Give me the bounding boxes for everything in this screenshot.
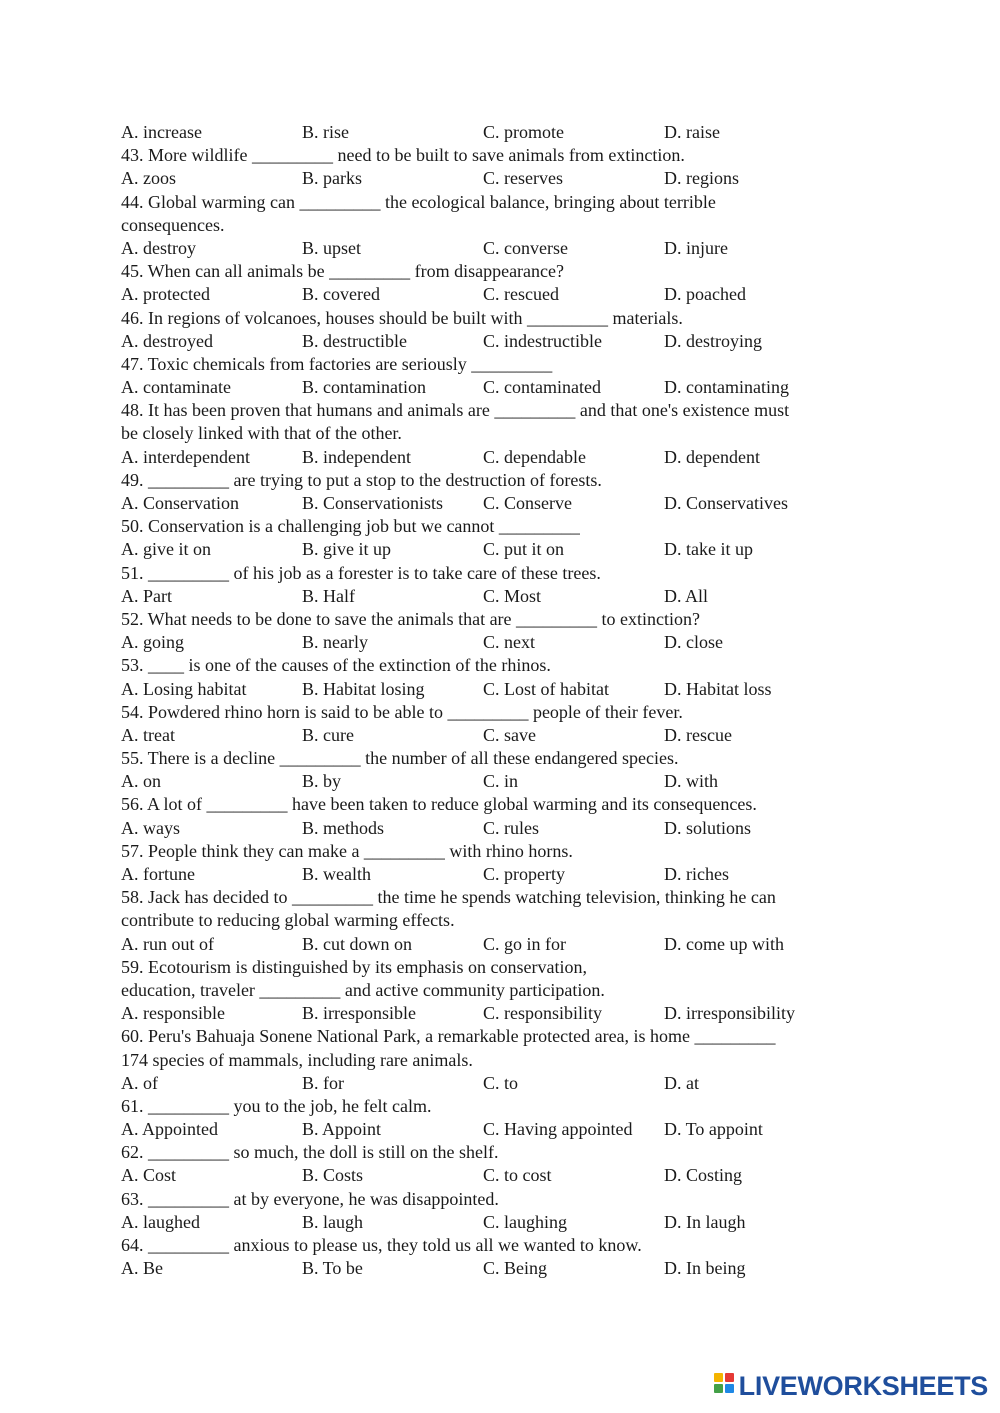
answer-option-b[interactable]: B. independent bbox=[302, 446, 411, 467]
question-text: 50. Conservation is a challenging job but we cannot _________ bbox=[121, 516, 580, 537]
brand-name: LIVEWORKSHEETS bbox=[738, 1370, 988, 1401]
question-text: 58. Jack has decided to _________ the time he spends watching television, thinking he can bbox=[121, 887, 776, 908]
answer-option-b[interactable]: B. destructible bbox=[302, 330, 407, 351]
question-text: education, traveler _________ and active community participation. bbox=[121, 979, 605, 1000]
answer-options-row bbox=[121, 1118, 901, 1141]
question-text: 51. _________ of his job as a forester is to take care of these trees. bbox=[121, 562, 601, 583]
answer-options-row bbox=[121, 446, 901, 469]
answer-option-a[interactable]: A. responsible bbox=[121, 1003, 225, 1024]
answer-option-a[interactable]: A. run out of bbox=[121, 933, 214, 954]
answer-option-d[interactable]: D. injure bbox=[664, 237, 728, 258]
answer-option-c[interactable]: C. Conserve bbox=[483, 493, 572, 513]
answer-options-row bbox=[121, 585, 901, 608]
question-text: 61. _________ you to the job, he felt calm. bbox=[121, 1095, 432, 1116]
answer-option-a[interactable]: A. increase bbox=[121, 122, 202, 142]
answer-option-c[interactable]: C. to bbox=[483, 1072, 519, 1093]
question-text: 57. People think they can make a _________ with rhino horns. bbox=[121, 840, 573, 861]
answer-option-d[interactable]: D. rescue bbox=[664, 724, 732, 745]
answer-options-row bbox=[121, 237, 901, 260]
answer-option-a[interactable]: A. Conservation bbox=[121, 493, 239, 513]
answer-option-c[interactable]: C. Having appointed bbox=[483, 1119, 633, 1140]
answer-option-c[interactable]: C. go in for bbox=[483, 933, 566, 954]
answer-option-b[interactable]: B. parks bbox=[302, 168, 362, 189]
answer-option-d[interactable]: D. poached bbox=[664, 284, 746, 305]
answer-option-d[interactable]: D. In laugh bbox=[664, 1211, 746, 1232]
answer-option-d[interactable]: D. Conservatives bbox=[664, 493, 788, 513]
question-text: 49. _________ are trying to put a stop to the destruction of forests. bbox=[121, 469, 602, 490]
question-text: 48. It has been proven that humans and animals are _________ and that one's existence must bbox=[121, 400, 790, 421]
liveworksheets-logo-icon bbox=[714, 1373, 736, 1399]
question-text: 56. A lot of _________ have been taken to reduce global warming and its consequences. bbox=[121, 794, 757, 815]
answer-options-row bbox=[121, 330, 901, 353]
answer-option-d[interactable]: D. regions bbox=[664, 168, 739, 189]
logo-square-blue bbox=[725, 1384, 734, 1393]
answer-option-c[interactable]: C. contaminated bbox=[483, 377, 601, 398]
logo-square-green bbox=[714, 1384, 723, 1393]
answer-option-a[interactable]: A. protected bbox=[121, 284, 210, 305]
question-text: 55. There is a decline _________ the number of all these endangered species. bbox=[121, 748, 679, 769]
answer-option-c[interactable]: C. to cost bbox=[483, 1165, 552, 1186]
answer-option-c[interactable]: C. rules bbox=[483, 817, 539, 838]
answer-options-row bbox=[121, 1164, 901, 1187]
answer-option-d[interactable]: D. contaminating bbox=[664, 377, 789, 398]
answer-options-row bbox=[121, 1002, 901, 1025]
answer-option-b[interactable]: B. methods bbox=[302, 817, 385, 838]
answer-options-row bbox=[121, 492, 901, 515]
question-text: 53. ____ is one of the causes of the extinction of the rhinos. bbox=[121, 655, 551, 676]
answer-option-b[interactable]: B. by bbox=[302, 771, 342, 792]
question-text: 54. Powdered rhino horn is said to be able to _________ people of their fever. bbox=[121, 701, 683, 722]
question-text: 44. Global warming can _________ the ecological balance, bringing about terrible bbox=[121, 191, 716, 212]
answer-option-a[interactable]: A. on bbox=[121, 771, 161, 792]
answer-option-b[interactable]: B. Costs bbox=[302, 1165, 364, 1186]
logo-square-yellow bbox=[714, 1373, 723, 1382]
answer-option-a[interactable]: A. Cost bbox=[121, 1165, 177, 1186]
answer-option-c[interactable]: C. Being bbox=[483, 1258, 548, 1279]
question-text: 62. _________ so much, the doll is still on the shelf. bbox=[121, 1142, 499, 1163]
answer-options-row bbox=[121, 631, 901, 654]
question-text: consequences. bbox=[121, 214, 225, 235]
answer-option-b[interactable]: B. covered bbox=[302, 284, 380, 305]
answer-options-row bbox=[121, 1211, 901, 1234]
answer-options-row bbox=[121, 1072, 901, 1095]
answer-option-a[interactable]: A. Appointed bbox=[121, 1119, 218, 1140]
liveworksheets-watermark bbox=[714, 1369, 988, 1403]
answer-option-d[interactable]: D. raise bbox=[664, 122, 720, 142]
answer-option-a[interactable]: A. destroy bbox=[121, 237, 196, 258]
answer-option-b[interactable]: B. To be bbox=[302, 1258, 363, 1279]
answer-options-row bbox=[121, 121, 901, 144]
answer-options-row bbox=[121, 678, 901, 701]
question-text: 43. More wildlife _________ need to be built to save animals from extinction. bbox=[121, 145, 685, 166]
question-text: 59. Ecotourism is distinguished by its emphasis on conservation, bbox=[121, 956, 587, 977]
answer-option-c[interactable]: C. laughing bbox=[483, 1211, 567, 1232]
answer-option-b[interactable]: B. upset bbox=[302, 237, 362, 258]
answer-option-c[interactable]: C. rescued bbox=[483, 284, 559, 305]
answer-option-c[interactable]: C. Lost of habitat bbox=[483, 678, 609, 699]
answer-option-d[interactable]: D. come up with bbox=[664, 933, 784, 954]
answer-option-b[interactable]: B. rise bbox=[302, 122, 349, 142]
answer-option-a[interactable]: A. treat bbox=[121, 724, 175, 745]
answer-options-row bbox=[121, 933, 901, 956]
answer-option-a[interactable]: A. interdependent bbox=[121, 446, 250, 467]
question-text: 47. Toxic chemicals from factories are seriously _________ bbox=[121, 353, 553, 374]
answer-option-d[interactable]: D. Costing bbox=[664, 1165, 743, 1186]
question-text: 64. _________ anxious to please us, they told us all we wanted to know. bbox=[121, 1235, 642, 1255]
answer-option-b[interactable]: B. irresponsible bbox=[302, 1003, 416, 1024]
answer-option-b[interactable]: B. Conservationists bbox=[302, 493, 444, 513]
answer-option-d[interactable]: D. destroying bbox=[664, 330, 762, 351]
answer-option-c[interactable]: C. reserves bbox=[483, 168, 563, 189]
answer-option-c[interactable]: C. indestructible bbox=[483, 330, 602, 351]
answer-option-a[interactable]: A. destroyed bbox=[121, 330, 213, 351]
answer-option-a[interactable]: A. zoos bbox=[121, 168, 176, 189]
answer-option-b[interactable]: B. nearly bbox=[302, 632, 368, 653]
answer-options-row bbox=[121, 770, 901, 793]
answer-option-c[interactable]: C. put it on bbox=[483, 539, 565, 560]
answer-option-c[interactable]: C. promote bbox=[483, 122, 564, 142]
answer-options-row bbox=[121, 283, 901, 306]
answer-options-row bbox=[121, 817, 901, 840]
answer-option-d[interactable]: D. at bbox=[664, 1072, 699, 1093]
question-text: contribute to reducing global warming effects. bbox=[121, 910, 455, 931]
answer-option-d[interactable]: D. take it up bbox=[664, 539, 753, 560]
answer-option-d[interactable]: D. with bbox=[664, 771, 718, 792]
answer-option-a[interactable]: A. going bbox=[121, 632, 184, 653]
answer-option-b[interactable]: B. cure bbox=[302, 724, 354, 745]
answer-option-d[interactable]: D. All bbox=[664, 585, 709, 606]
answer-option-c[interactable]: C. save bbox=[483, 724, 536, 745]
answer-option-a[interactable]: A. ways bbox=[121, 817, 180, 838]
answer-option-d[interactable]: D. irresponsibility bbox=[664, 1003, 795, 1024]
answer-option-d[interactable]: D. solutions bbox=[664, 817, 752, 838]
answer-option-b[interactable]: B. Appoint bbox=[302, 1119, 382, 1140]
answer-option-b[interactable]: B. cut down on bbox=[302, 933, 412, 954]
answer-option-a[interactable]: A. contaminate bbox=[121, 377, 231, 398]
answer-option-a[interactable]: A. give it on bbox=[121, 539, 211, 560]
answer-option-d[interactable]: D. riches bbox=[664, 864, 729, 884]
answer-option-b[interactable]: B. for bbox=[302, 1072, 344, 1093]
answer-options-row bbox=[121, 863, 901, 886]
answer-options-row bbox=[121, 538, 901, 561]
question-text: be closely linked with that of the other. bbox=[121, 423, 402, 444]
answer-options-row bbox=[121, 724, 901, 747]
answer-option-b[interactable]: B. Habitat losing bbox=[302, 678, 425, 699]
answer-option-b[interactable]: B. Half bbox=[302, 585, 355, 606]
question-text: 46. In regions of volcanoes, houses should be built with _________ materials. bbox=[121, 307, 683, 328]
worksheet-content bbox=[121, 121, 901, 1280]
answer-options-row bbox=[121, 376, 901, 399]
logo-square-red bbox=[725, 1373, 734, 1382]
answer-options-row bbox=[121, 1257, 901, 1280]
answer-option-b[interactable]: B. contamination bbox=[302, 377, 426, 398]
question-text: 45. When can all animals be _________ from disappearance? bbox=[121, 261, 565, 282]
question-text: 63. _________ at by everyone, he was disappointed. bbox=[121, 1188, 499, 1209]
answer-option-b[interactable]: B. wealth bbox=[302, 864, 371, 884]
answer-option-d[interactable]: D. To appoint bbox=[664, 1119, 763, 1140]
answer-option-a[interactable]: A. of bbox=[121, 1072, 158, 1093]
question-text: 174 species of mammals, including rare animals. bbox=[121, 1049, 473, 1070]
answer-option-a[interactable]: A. Part bbox=[121, 585, 172, 606]
answer-option-d[interactable]: D. In being bbox=[664, 1258, 746, 1279]
answer-option-c[interactable]: C. responsibility bbox=[483, 1003, 603, 1024]
question-text: 60. Peru's Bahuaja Sonene National Park, a remarkable protected area, is home _________ bbox=[121, 1026, 776, 1047]
answer-option-a[interactable]: A. Be bbox=[121, 1258, 163, 1279]
answer-option-c[interactable]: C. Most bbox=[483, 585, 542, 606]
answer-option-c[interactable]: C. dependable bbox=[483, 446, 586, 467]
answer-option-b[interactable]: B. give it up bbox=[302, 539, 391, 560]
answer-option-c[interactable]: C. converse bbox=[483, 237, 568, 258]
answer-option-a[interactable]: A. fortune bbox=[121, 864, 195, 884]
answer-option-c[interactable]: C. next bbox=[483, 632, 535, 653]
answer-option-a[interactable]: A. Losing habitat bbox=[121, 678, 247, 699]
answer-option-d[interactable]: D. Habitat loss bbox=[664, 678, 772, 699]
answer-option-d[interactable]: D. close bbox=[664, 632, 723, 653]
answer-option-c[interactable]: C. property bbox=[483, 864, 565, 884]
answer-options-row bbox=[121, 167, 901, 190]
answer-option-d[interactable]: D. dependent bbox=[664, 446, 760, 467]
answer-option-a[interactable]: A. laughed bbox=[121, 1211, 200, 1232]
answer-option-c[interactable]: C. in bbox=[483, 771, 519, 792]
answer-option-b[interactable]: B. laugh bbox=[302, 1211, 363, 1232]
question-text: 52. What needs to be done to save the animals that are _________ to extinction? bbox=[121, 608, 701, 629]
